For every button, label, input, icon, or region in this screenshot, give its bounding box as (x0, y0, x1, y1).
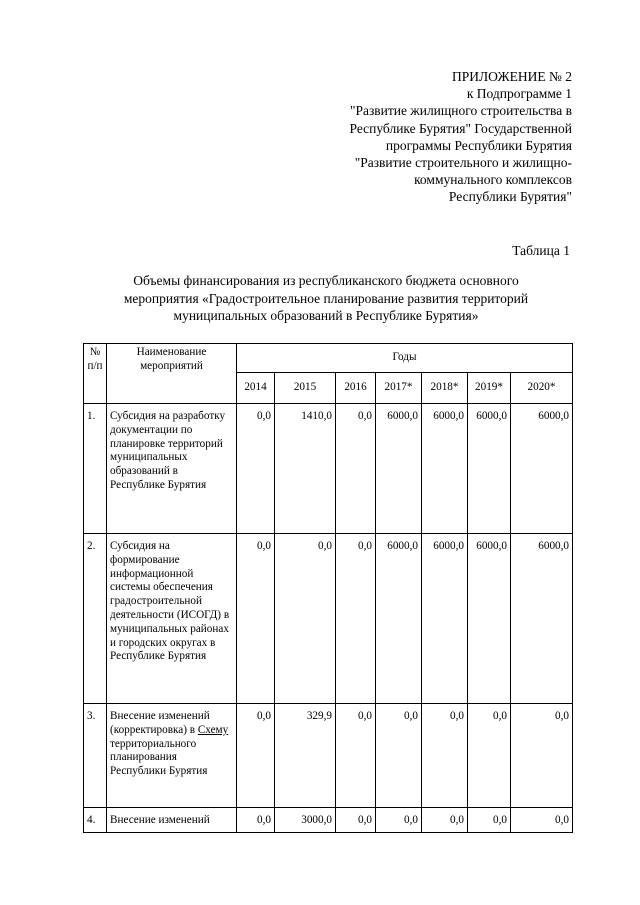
table-row (84, 534, 573, 704)
heading-line: мероприятия «Градостроительное планирование развития территорий (123, 290, 529, 306)
row-value: 3000,0 (275, 808, 336, 833)
appendix-line: программы Республики Бурятия (385, 137, 572, 153)
row-value: 0,0 (237, 404, 275, 534)
appendix-line: к Подпрограмме 1 (466, 86, 572, 102)
year-header: 2018* (422, 373, 468, 404)
year-header: 2015 (275, 373, 336, 404)
row-value: 6000,0 (511, 404, 573, 534)
row-number: 4. (84, 808, 107, 833)
row-value: 0,0 (336, 534, 376, 704)
row-value: 0,0 (468, 704, 511, 808)
row-value: 0,0 (511, 808, 573, 833)
table-row (84, 404, 573, 534)
row-number: 1. (84, 404, 107, 534)
row-value: 329,9 (275, 704, 336, 808)
row-value: 6000,0 (468, 534, 511, 704)
row-value: 0,0 (336, 404, 376, 534)
appendix-line: коммунального комплексов (414, 172, 572, 188)
row-value: 6000,0 (511, 534, 573, 704)
col-years-header: Годы (237, 344, 573, 373)
scheme-link[interactable]: Схему (197, 723, 229, 736)
row-value: 6000,0 (422, 404, 468, 534)
row-value: 0,0 (237, 808, 275, 833)
col-name-header: Наименование мероприятий (107, 344, 237, 404)
row-value: 6000,0 (422, 534, 468, 704)
row-number: 2. (84, 534, 107, 704)
table-row (84, 808, 573, 833)
row-value: 0,0 (511, 704, 573, 808)
appendix-header (272, 68, 572, 206)
row-value: 0,0 (336, 704, 376, 808)
table-header-row (84, 344, 573, 373)
table-heading (80, 272, 572, 325)
row-value: 0,0 (422, 704, 468, 808)
row-value: 0,0 (376, 808, 422, 833)
row-name: Субсидия на разработку документации по планировке территорий муниципальных образований в Республике Бурятия (107, 404, 237, 534)
year-header: 2019* (468, 373, 511, 404)
year-header: 2020* (511, 373, 573, 404)
table-label: Таблица 1 (512, 243, 570, 258)
row-value: 6000,0 (376, 534, 422, 704)
table-row (84, 704, 573, 808)
row-value: 0,0 (468, 808, 511, 833)
row-name (107, 704, 237, 808)
row-value: 0,0 (376, 704, 422, 808)
appendix-line: Республики Бурятия" (448, 189, 572, 205)
heading-line: муниципальных образований в Республике Бурятия» (173, 308, 479, 323)
year-header: 2016 (336, 373, 376, 404)
heading-line: Объемы финансирования из республиканского бюджета основного (133, 273, 519, 288)
row-value: 0,0 (237, 534, 275, 704)
appendix-line: Республике Бурятия" Государственной (349, 120, 572, 136)
row-value: 0,0 (275, 534, 336, 704)
row-name: Субсидия на формирование информационной системы обеспечения градостроительной деятельности (ИСОГД) в муниципальных районах и городских округах в Республике Бурятия (107, 534, 237, 704)
row-value: 6000,0 (376, 404, 422, 534)
appendix-title: ПРИЛОЖЕНИЕ № 2 (451, 69, 572, 84)
row-number: 3. (84, 704, 107, 808)
row-value: 0,0 (237, 704, 275, 808)
appendix-line: "Развитие жилищного строительства в (349, 103, 572, 119)
year-header: 2014 (237, 373, 275, 404)
row-name-text: Внесение изменений (корректировка) в (110, 710, 210, 736)
row-value: 0,0 (336, 808, 376, 833)
row-name: Внесение изменений (107, 808, 237, 833)
year-header: 2017* (376, 373, 422, 404)
row-value: 0,0 (422, 808, 468, 833)
row-value: 6000,0 (468, 404, 511, 534)
appendix-line: "Развитие строительного и жилищно- (354, 155, 572, 171)
row-value: 1410,0 (275, 404, 336, 534)
row-name-text: территориального планирования Республики Бурятия (110, 737, 208, 778)
col-number-header: № п/п (84, 344, 107, 404)
financing-table (83, 343, 573, 833)
